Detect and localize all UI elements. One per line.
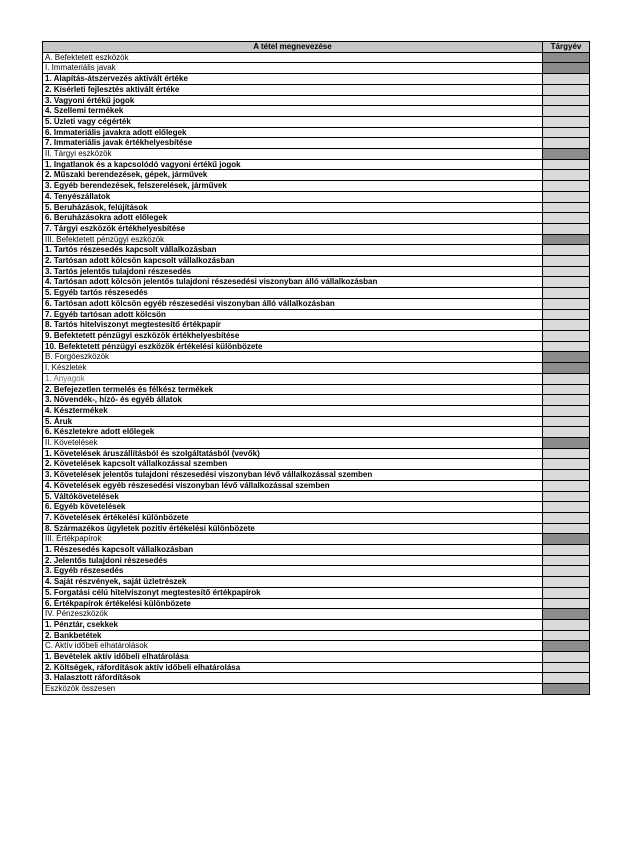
table-row bbox=[43, 448, 590, 459]
current-year-cell[interactable] bbox=[543, 159, 590, 170]
current-year-cell[interactable] bbox=[543, 330, 590, 341]
row-label: 6. Beruházásokra adott előlegek bbox=[43, 213, 543, 224]
current-year-cell[interactable] bbox=[543, 384, 590, 395]
current-year-cell[interactable] bbox=[543, 52, 590, 63]
table-row bbox=[43, 213, 590, 224]
table-row bbox=[43, 652, 590, 663]
current-year-cell[interactable] bbox=[543, 416, 590, 427]
current-year-cell[interactable] bbox=[543, 545, 590, 556]
row-label: 8. Tartós hitelviszonyt megtestesítő értékpapír bbox=[43, 320, 543, 331]
table-row bbox=[43, 598, 590, 609]
row-label: 9. Befektetett pénzügyi eszközök értékhelyesbítése bbox=[43, 330, 543, 341]
current-year-cell[interactable] bbox=[543, 480, 590, 491]
table-row bbox=[43, 352, 590, 363]
table-row bbox=[43, 427, 590, 438]
row-label: 3. Vagyoni értékű jogok bbox=[43, 95, 543, 106]
current-year-cell[interactable] bbox=[543, 459, 590, 470]
current-year-cell[interactable] bbox=[543, 523, 590, 534]
table-row bbox=[43, 266, 590, 277]
row-label: 7. Egyéb tartósan adott kölcsön bbox=[43, 309, 543, 320]
current-year-cell[interactable] bbox=[543, 277, 590, 288]
header-row bbox=[43, 42, 590, 53]
row-label: 1. Anyagok bbox=[43, 373, 543, 384]
row-label: 3. Követelések jelentős tulajdoni részesedési viszonyban lévő vállalkozással szemben bbox=[43, 470, 543, 481]
table-row bbox=[43, 223, 590, 234]
current-year-cell[interactable] bbox=[543, 427, 590, 438]
row-label: 2. Kísérleti fejlesztés aktivált értéke bbox=[43, 84, 543, 95]
table-row bbox=[43, 116, 590, 127]
table-row bbox=[43, 298, 590, 309]
row-label: 1. Tartós részesedés kapcsolt vállalkozásban bbox=[43, 245, 543, 256]
current-year-cell[interactable] bbox=[543, 502, 590, 513]
row-label: II. Tárgyi eszközök bbox=[43, 149, 543, 160]
row-label: 2. Költségek, ráfordítások aktív időbeli elhatárolása bbox=[43, 662, 543, 673]
row-label: I. Immateriális javak bbox=[43, 63, 543, 74]
row-label: 2. Bankbetétek bbox=[43, 630, 543, 641]
table-row bbox=[43, 74, 590, 85]
current-year-cell[interactable] bbox=[543, 470, 590, 481]
table-row bbox=[43, 523, 590, 534]
table-row bbox=[43, 277, 590, 288]
current-year-cell[interactable] bbox=[543, 138, 590, 149]
row-label: 7. Tárgyi eszközök értékhelyesbítése bbox=[43, 223, 543, 234]
current-year-cell[interactable] bbox=[543, 609, 590, 620]
current-year-cell[interactable] bbox=[543, 95, 590, 106]
current-year-cell[interactable] bbox=[543, 170, 590, 181]
table-row bbox=[43, 149, 590, 160]
row-label: 4. Tartósan adott kölcsön jelentős tulajdoni részesedési viszonyban álló vállalkozásban bbox=[43, 277, 543, 288]
row-label: 4. Saját részvények, saját üzletrészek bbox=[43, 577, 543, 588]
row-label: 3. Növendék-, hízó- és egyéb állatok bbox=[43, 395, 543, 406]
table-row bbox=[43, 191, 590, 202]
row-label: 7. Immateriális javak értékhelyesbítése bbox=[43, 138, 543, 149]
table-row bbox=[43, 566, 590, 577]
row-label: III. Befektetett pénzügyi eszközök bbox=[43, 234, 543, 245]
row-label: 5. Beruházások, felújítások bbox=[43, 202, 543, 213]
row-label: 6. Egyéb követelések bbox=[43, 502, 543, 513]
current-year-cell[interactable] bbox=[543, 373, 590, 384]
row-label: 3. Tartós jelentős tulajdoni részesedés bbox=[43, 266, 543, 277]
current-year-cell[interactable] bbox=[543, 288, 590, 299]
current-year-cell[interactable] bbox=[543, 363, 590, 374]
row-label: 4. Tenyészállatok bbox=[43, 191, 543, 202]
row-label: 1. Részesedés kapcsolt vállalkozásban bbox=[43, 545, 543, 556]
table-row bbox=[43, 63, 590, 74]
table-row bbox=[43, 491, 590, 502]
table-row bbox=[43, 373, 590, 384]
table-row bbox=[43, 138, 590, 149]
current-year-cell[interactable] bbox=[543, 555, 590, 566]
table-row bbox=[43, 234, 590, 245]
row-label: 8. Származékos ügyletek pozitív értékelési különbözete bbox=[43, 523, 543, 534]
table-row bbox=[43, 545, 590, 556]
current-year-cell[interactable] bbox=[543, 234, 590, 245]
row-label: 2. Műszaki berendezések, gépek, járművek bbox=[43, 170, 543, 181]
row-label: B. Forgóeszközök bbox=[43, 352, 543, 363]
row-label: 5. Forgatási célú hitelviszonyt megtestesítő értékpapírok bbox=[43, 587, 543, 598]
table-row bbox=[43, 341, 590, 352]
row-label: 1. Követelések áruszállításból és szolgáltatásból (vevők) bbox=[43, 448, 543, 459]
current-year-cell[interactable] bbox=[543, 213, 590, 224]
table-row bbox=[43, 395, 590, 406]
current-year-cell[interactable] bbox=[543, 84, 590, 95]
current-year-cell[interactable] bbox=[543, 512, 590, 523]
current-year-cell[interactable] bbox=[543, 106, 590, 117]
row-label: 4. Szellemi termékek bbox=[43, 106, 543, 117]
table-row bbox=[43, 181, 590, 192]
current-year-cell[interactable] bbox=[543, 320, 590, 331]
table-row bbox=[43, 405, 590, 416]
table-row bbox=[43, 480, 590, 491]
row-label: IV. Pénzeszközök bbox=[43, 609, 543, 620]
row-label: 4. Követelések egyéb részesedési viszonyban lévő vállalkozással szemben bbox=[43, 480, 543, 491]
table-row bbox=[43, 630, 590, 641]
row-label: I. Készletek bbox=[43, 363, 543, 374]
current-year-cell[interactable] bbox=[543, 438, 590, 449]
table-row bbox=[43, 684, 590, 695]
table-row bbox=[43, 245, 590, 256]
row-label: 10. Befektetett pénzügyi eszközök értékelési különbözete bbox=[43, 341, 543, 352]
current-year-cell[interactable] bbox=[543, 245, 590, 256]
row-label: 5. Egyéb tartós részesedés bbox=[43, 288, 543, 299]
table-row bbox=[43, 84, 590, 95]
table-row bbox=[43, 202, 590, 213]
current-year-cell[interactable] bbox=[543, 127, 590, 138]
table-row bbox=[43, 106, 590, 117]
current-year-cell[interactable] bbox=[543, 577, 590, 588]
row-label: 2. Tartósan adott kölcsön kapcsolt vállalkozásban bbox=[43, 256, 543, 267]
current-year-cell[interactable] bbox=[543, 641, 590, 652]
row-label: 1. Pénztár, csekkek bbox=[43, 619, 543, 630]
header-item-name: A tétel megnevezése bbox=[43, 42, 543, 53]
row-label: II. Követelések bbox=[43, 438, 543, 449]
table-row bbox=[43, 384, 590, 395]
table-row bbox=[43, 95, 590, 106]
table-row bbox=[43, 52, 590, 63]
row-label: 6. Tartósan adott kölcsön egyéb részesedési viszonyban álló vállalkozásban bbox=[43, 298, 543, 309]
row-label: III. Értékpapírok bbox=[43, 534, 543, 545]
row-label: 6. Készletekre adott előlegek bbox=[43, 427, 543, 438]
current-year-cell[interactable] bbox=[543, 74, 590, 85]
current-year-cell[interactable] bbox=[543, 149, 590, 160]
table-row bbox=[43, 673, 590, 684]
row-label: 5. Üzleti vagy cégérték bbox=[43, 116, 543, 127]
current-year-cell[interactable] bbox=[543, 395, 590, 406]
current-year-cell[interactable] bbox=[543, 619, 590, 630]
table-row bbox=[43, 619, 590, 630]
row-label: 5. Váltókövetelések bbox=[43, 491, 543, 502]
current-year-cell[interactable] bbox=[543, 202, 590, 213]
row-label: 1. Bevételek aktív időbeli elhatárolása bbox=[43, 652, 543, 663]
current-year-cell[interactable] bbox=[543, 652, 590, 663]
current-year-cell[interactable] bbox=[543, 491, 590, 502]
row-label: 5. Áruk bbox=[43, 416, 543, 427]
current-year-cell[interactable] bbox=[543, 341, 590, 352]
row-label: A. Befektetett eszközök bbox=[43, 52, 543, 63]
table-row bbox=[43, 641, 590, 652]
row-label: 6. Értékpapírok értékelési különbözete bbox=[43, 598, 543, 609]
table-row bbox=[43, 534, 590, 545]
table-row bbox=[43, 577, 590, 588]
balance-sheet-table bbox=[42, 41, 590, 695]
current-year-cell[interactable] bbox=[543, 266, 590, 277]
current-year-cell[interactable] bbox=[543, 662, 590, 673]
row-label: C. Aktív időbeli elhatárolások bbox=[43, 641, 543, 652]
table-row bbox=[43, 662, 590, 673]
table-row bbox=[43, 587, 590, 598]
table-row bbox=[43, 438, 590, 449]
row-label: 3. Egyéb részesedés bbox=[43, 566, 543, 577]
current-year-cell[interactable] bbox=[543, 191, 590, 202]
table-row bbox=[43, 363, 590, 374]
current-year-cell[interactable] bbox=[543, 598, 590, 609]
current-year-cell[interactable] bbox=[543, 630, 590, 641]
current-year-cell[interactable] bbox=[543, 256, 590, 267]
current-year-cell[interactable] bbox=[543, 352, 590, 363]
row-label: 3. Halasztott ráfordítások bbox=[43, 673, 543, 684]
table-row bbox=[43, 159, 590, 170]
table-row bbox=[43, 127, 590, 138]
row-label: 6. Immateriális javakra adott előlegek bbox=[43, 127, 543, 138]
table-row bbox=[43, 512, 590, 523]
current-year-cell[interactable] bbox=[543, 298, 590, 309]
row-label: 2. Jelentős tulajdoni részesedés bbox=[43, 555, 543, 566]
row-label: Eszközök összesen bbox=[43, 684, 543, 695]
current-year-cell[interactable] bbox=[543, 448, 590, 459]
table-row bbox=[43, 330, 590, 341]
current-year-cell[interactable] bbox=[543, 587, 590, 598]
header-current-year: Tárgyév bbox=[543, 42, 590, 53]
current-year-cell[interactable] bbox=[543, 181, 590, 192]
row-label: 7. Követelések értékelési különbözete bbox=[43, 512, 543, 523]
row-label: 2. Követelések kapcsolt vállalkozással szemben bbox=[43, 459, 543, 470]
table-row bbox=[43, 459, 590, 470]
current-year-cell[interactable] bbox=[543, 309, 590, 320]
table-row bbox=[43, 288, 590, 299]
current-year-cell[interactable] bbox=[543, 566, 590, 577]
table-row bbox=[43, 609, 590, 620]
table-row bbox=[43, 502, 590, 513]
row-label: 1. Alapítás-átszervezés aktivált értéke bbox=[43, 74, 543, 85]
current-year-cell[interactable] bbox=[543, 63, 590, 74]
current-year-cell[interactable] bbox=[543, 673, 590, 684]
table-row bbox=[43, 256, 590, 267]
table-row bbox=[43, 309, 590, 320]
current-year-cell[interactable] bbox=[543, 684, 590, 695]
row-label: 4. Késztermékek bbox=[43, 405, 543, 416]
row-label: 3. Egyéb berendezések, felszerelések, járművek bbox=[43, 181, 543, 192]
row-label: 1. Ingatlanok és a kapcsolódó vagyoni értékű jogok bbox=[43, 159, 543, 170]
table-row bbox=[43, 470, 590, 481]
row-label: 2. Befejezetlen termelés és félkész termékek bbox=[43, 384, 543, 395]
table-row bbox=[43, 555, 590, 566]
table-row bbox=[43, 170, 590, 181]
current-year-cell[interactable] bbox=[543, 534, 590, 545]
current-year-cell[interactable] bbox=[543, 223, 590, 234]
table-row bbox=[43, 416, 590, 427]
current-year-cell[interactable] bbox=[543, 116, 590, 127]
table-row bbox=[43, 320, 590, 331]
current-year-cell[interactable] bbox=[543, 405, 590, 416]
